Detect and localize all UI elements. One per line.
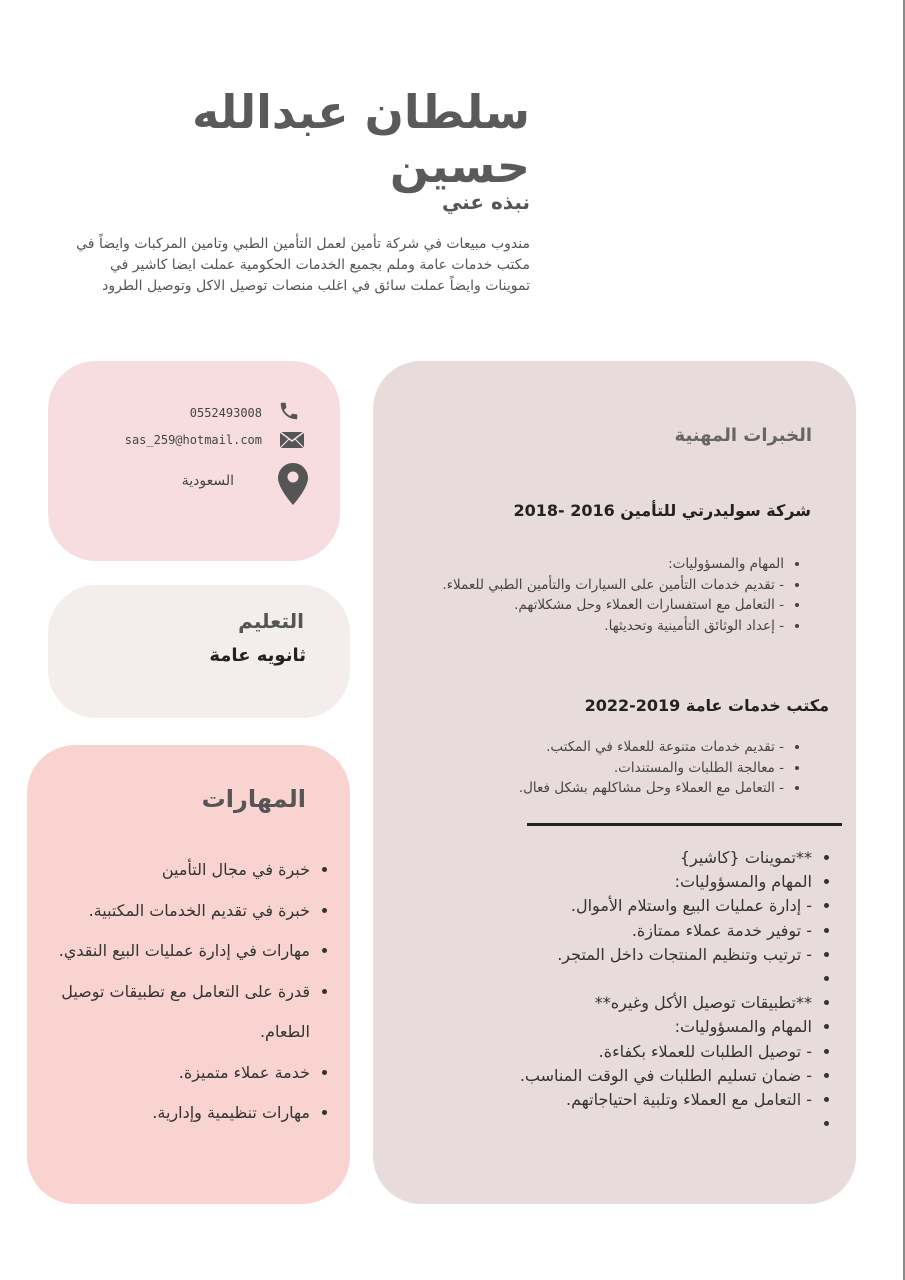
list-item: • - توفير خدمة عملاء ممتازة.: [414, 919, 812, 943]
list-item: [414, 967, 812, 991]
job-title: مكتب خدمات عامة 2019-2022: [584, 696, 829, 715]
job-duties-list: [406, 737, 806, 799]
location-city: السعودية: [181, 473, 234, 489]
list-item: • - التعامل مع العملاء وتلبية احتياجاتهم.: [414, 1088, 812, 1112]
candidate-name: سلطان عبدالله حسين: [192, 85, 530, 193]
list-item: • - ترتيب وتنظيم المنتجات داخل المتجر.: [414, 943, 812, 967]
list-item: • - تقديم خدمات متنوعة للعملاء في المكتب.: [406, 737, 784, 758]
list-item: • قدرة على التعامل مع تطبيقات توصيل الطعام.: [24, 972, 310, 1053]
email-address: sas_259@hotmail.com: [124, 433, 262, 447]
other-experience-list: [414, 846, 834, 1136]
phone-number: 0552493008: [189, 406, 262, 420]
job-title: شركة سوليدرتي للتأمين 2016 -2018: [513, 501, 811, 520]
about-heading: نبذه عني: [441, 190, 530, 214]
phone-icon: [278, 399, 300, 427]
envelope-icon: [279, 431, 305, 453]
list-item: • - معالجة الطلبات والمستندات.: [406, 758, 784, 779]
list-item: [414, 1112, 812, 1136]
experience-card: [373, 361, 856, 1204]
map-pin-icon: [278, 463, 308, 509]
education-heading: التعليم: [238, 609, 304, 633]
list-item: • خبرة في مجال التأمين: [24, 850, 310, 891]
skills-heading: المهارات: [201, 785, 306, 813]
list-item: • خبرة في تقديم الخدمات المكتبية.: [24, 891, 310, 932]
list-item: • المهام والمسؤوليات:: [414, 870, 812, 894]
list-item: • - إعداد الوثائق التأمينية وتحديثها.: [426, 616, 784, 637]
list-item: • مهارات في إدارة عمليات البيع النقدي.: [24, 931, 310, 972]
about-text: مندوب مبيعات في شركة تأمين لعمل التأمين الطبي وتامين المركبات وايضاً في مكتب خدمات عامة وملم بجميع الخدمات الحكومية عملت ايضا كاشير في تموينات وايضاً عملت سائق في اغلب منصات توصيل الاكل وتوصيل الطرود: [76, 236, 530, 294]
job-duties-list: [426, 554, 806, 636]
experience-heading: الخبرات المهنية: [674, 425, 812, 446]
list-item: • المهام والمسؤوليات:: [414, 1015, 812, 1039]
contact-card: [48, 361, 340, 561]
list-item: • - تقديم خدمات التأمين على السيارات والتأمين الطبي للعملاء.: [426, 575, 784, 596]
education-card: [48, 585, 350, 718]
list-item: • - ضمان تسليم الطلبات في الوقت المناسب.: [414, 1064, 812, 1088]
education-value: ثانويه عامة: [209, 645, 306, 666]
list-item: • **تموينات {كاشير}: [414, 846, 812, 870]
list-item: • - التعامل مع استفسارات العملاء وحل مشكلاتهم.: [426, 595, 784, 616]
list-item: • المهام والمسؤوليات:: [426, 554, 784, 575]
list-item: • - إدارة عمليات البيع واستلام الأموال.: [414, 894, 812, 918]
skills-list: [24, 850, 334, 1134]
list-item: • خدمة عملاء متميزة.: [24, 1053, 310, 1094]
list-item: • مهارات تنظيمية وإدارية.: [24, 1093, 310, 1134]
skills-card: [27, 745, 350, 1204]
list-item: • - التعامل مع العملاء وحل مشاكلهم بشكل فعال.: [406, 778, 784, 799]
list-item: • **تطبيقات توصيل الأكل وغيره**: [414, 991, 812, 1015]
section-divider: [527, 823, 842, 826]
list-item: • - توصيل الطلبات للعملاء بكفاءة.: [414, 1040, 812, 1064]
